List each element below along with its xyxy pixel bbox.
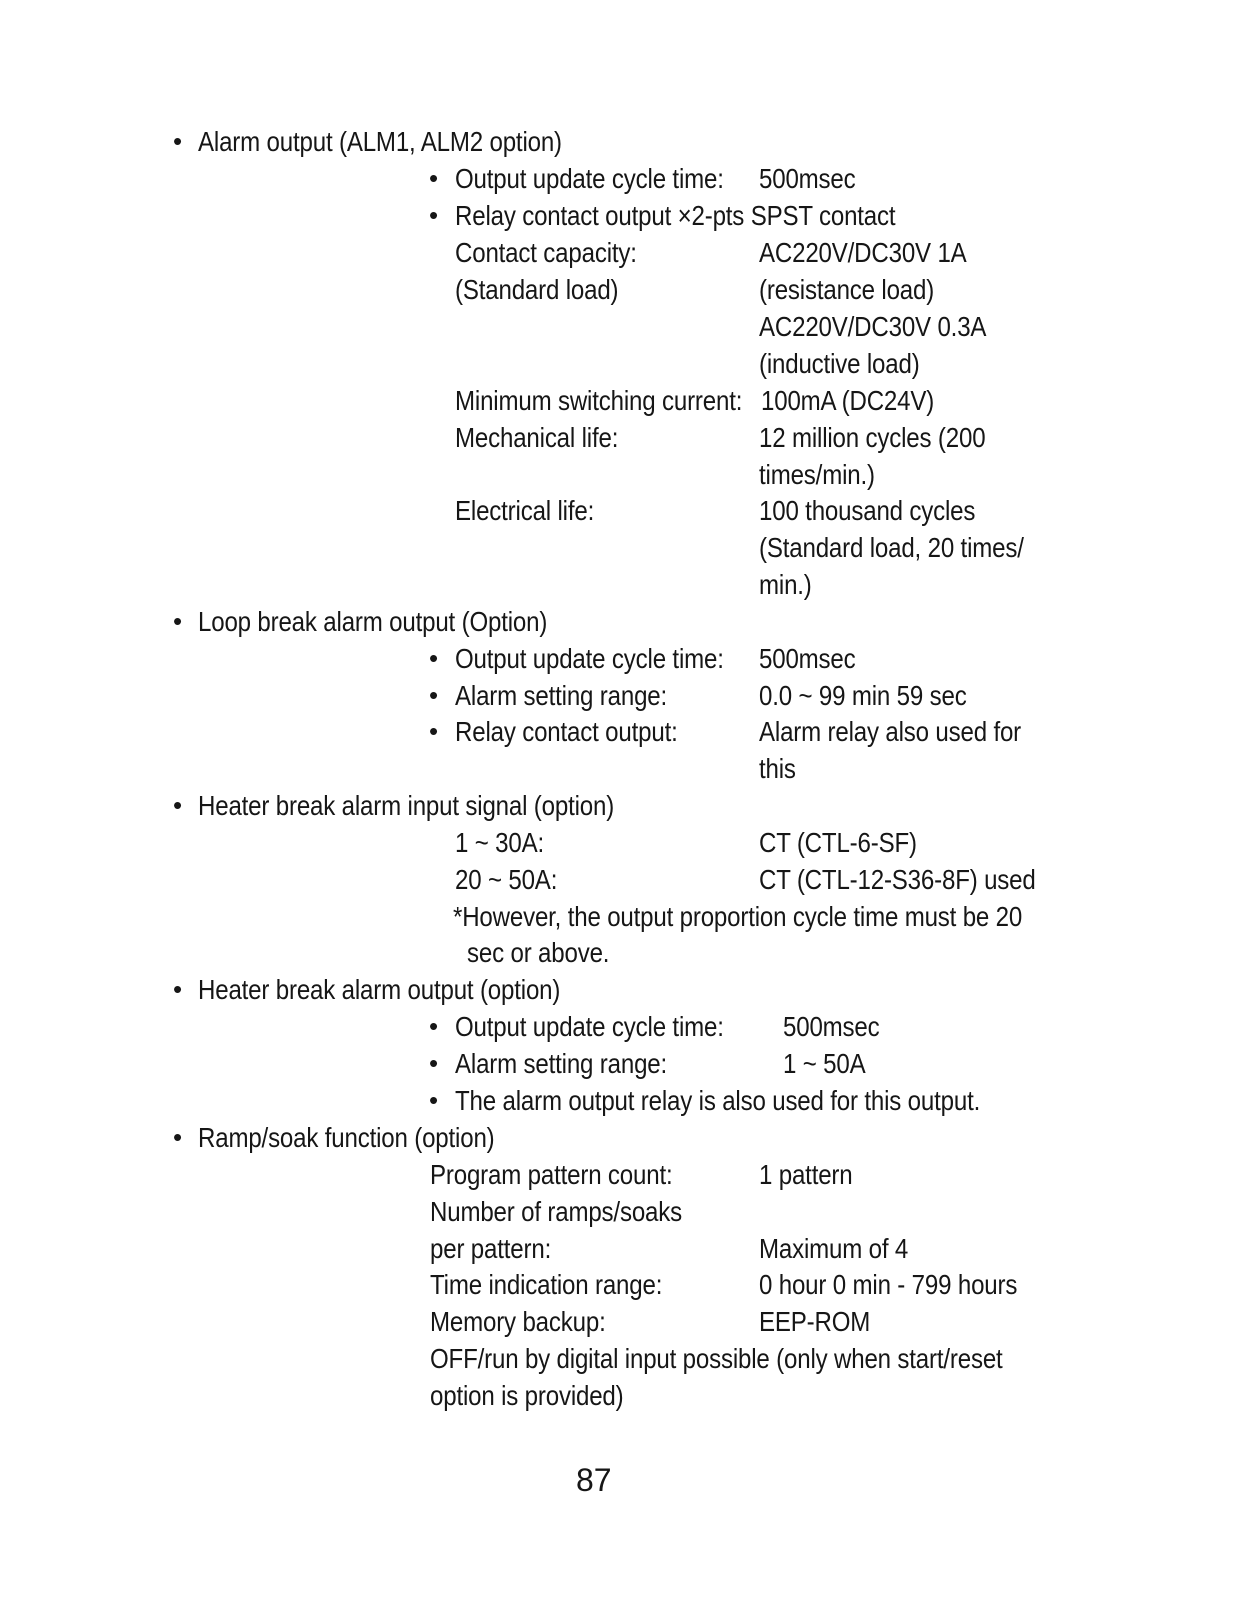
spec-value: Maximum of 4 — [759, 1233, 909, 1264]
spec-value: (inductive load) — [759, 348, 920, 379]
spec-value: times/min.) — [759, 459, 875, 490]
spec-line: The alarm output relay is also used for this output. — [455, 1085, 981, 1116]
spec-value: min.) — [759, 569, 812, 600]
bullet: • — [429, 1048, 439, 1078]
bullet: • — [173, 606, 183, 636]
spec-value: 0 hour 0 min - 799 hours — [759, 1269, 1018, 1300]
spec-label: per pattern: — [430, 1233, 552, 1264]
spec-value: CT (CTL-6-SF) — [759, 827, 917, 858]
spec-label: Output update cycle time: — [455, 1011, 724, 1042]
spec-label: 1 ~ 30A: — [455, 827, 544, 858]
page-number: 87 — [576, 1462, 612, 1498]
section-heading-heater-input: Heater break alarm input signal (option) — [198, 790, 615, 821]
spec-value: 500msec — [783, 1011, 880, 1042]
spec-label: Output update cycle time: — [455, 163, 724, 194]
bullet: • — [173, 126, 183, 156]
spec-label: Contact capacity: — [455, 237, 637, 268]
spec-label: Alarm setting range: — [455, 1048, 668, 1079]
spec-label: 20 ~ 50A: — [455, 864, 558, 895]
spec-value: (resistance load) — [759, 274, 935, 305]
section-heading-heater-output: Heater break alarm output (option) — [198, 974, 561, 1005]
spec-label: Number of ramps/soaks — [430, 1196, 682, 1227]
spec-label: Minimum switching current: — [455, 385, 743, 416]
spec-value: 1 ~ 50A — [783, 1048, 866, 1079]
section-heading-loop-break: Loop break alarm output (Option) — [198, 606, 548, 637]
bullet: • — [429, 680, 439, 710]
bullet: • — [429, 1085, 439, 1115]
spec-label: Time indication range: — [430, 1269, 663, 1300]
spec-label: Relay contact output: — [455, 716, 678, 747]
bullet: • — [429, 163, 439, 193]
bullet: • — [173, 790, 183, 820]
note: *However, the output proportion cycle time must be 20 — [453, 901, 1023, 932]
spec-value: AC220V/DC30V 0.3A — [759, 311, 987, 342]
spec-label: Mechanical life: — [455, 422, 619, 453]
spec-line: Relay contact output ×2-pts SPST contact — [455, 200, 896, 231]
section-heading-ramp-soak: Ramp/soak function (option) — [198, 1122, 495, 1153]
spec-value: this — [759, 753, 796, 784]
spec-value: 100mA (DC24V) — [761, 385, 935, 416]
bullet: • — [429, 1011, 439, 1041]
bullet: • — [429, 200, 439, 230]
spec-value: (Standard load, 20 times/ — [759, 532, 1024, 563]
spec-label: Alarm setting range: — [455, 680, 668, 711]
spec-value: AC220V/DC30V 1A — [759, 237, 967, 268]
spec-label: Output update cycle time: — [455, 643, 724, 674]
spec-value: Alarm relay also used for — [759, 716, 1022, 747]
spec-label: (Standard load) — [455, 274, 619, 305]
spec-label: Electrical life: — [455, 495, 595, 526]
spec-value: 100 thousand cycles — [759, 495, 976, 526]
note: sec or above. — [467, 937, 610, 968]
spec-value: 500msec — [759, 643, 856, 674]
bullet: • — [173, 974, 183, 1004]
note: option is provided) — [430, 1380, 624, 1411]
spec-value: 12 million cycles (200 — [759, 422, 986, 453]
spec-label: Memory backup: — [430, 1306, 606, 1337]
bullet: • — [173, 1122, 183, 1152]
note: OFF/run by digital input possible (only when start/reset — [430, 1343, 1003, 1374]
spec-value: EEP-ROM — [759, 1306, 871, 1337]
bullet: • — [429, 716, 439, 746]
spec-value: 1 pattern — [759, 1159, 853, 1190]
spec-value: CT (CTL-12-S36-8F) used — [759, 864, 1036, 895]
spec-label: Program pattern count: — [430, 1159, 673, 1190]
section-heading-alarm-output: Alarm output (ALM1, ALM2 option) — [198, 126, 562, 157]
bullet: • — [429, 643, 439, 673]
spec-value: 0.0 ~ 99 min 59 sec — [759, 680, 967, 711]
spec-value: 500msec — [759, 163, 856, 194]
